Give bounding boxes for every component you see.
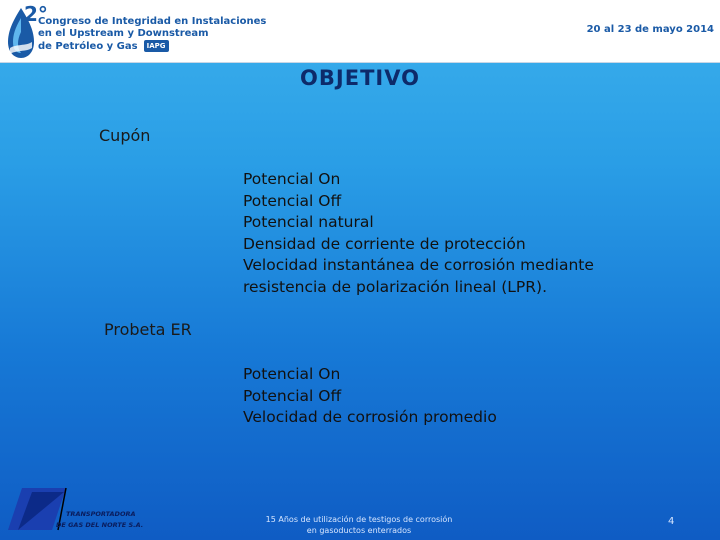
conference-title-line-3: [38, 40, 266, 53]
list-item: Velocidad de corrosión promedio: [243, 408, 497, 426]
conference-title-line-3-text: de Petróleo y Gas: [38, 41, 138, 52]
list-item: Potencial On: [243, 170, 341, 188]
slide-title-text: OBJETIVO: [300, 66, 420, 90]
organizer-tag: IAPG: [144, 40, 169, 52]
footer-caption-line-1: 15 Años de utilización de testigos de corrosión: [265, 515, 453, 524]
list-item: Potencial Off: [243, 386, 342, 405]
footer-caption: [236, 514, 482, 536]
footer-caption-line-2: en gasoductos enterrados: [306, 526, 412, 535]
list-item: Potencial natural: [243, 213, 374, 231]
list-item: Densidad de corriente de protección: [243, 234, 526, 253]
conference-title-line-2: en el Upstream y Downstream: [38, 28, 209, 39]
list-item: Potencial On: [243, 365, 341, 383]
company-name-line-2: DE GAS DEL NORTE S.A.: [56, 521, 144, 529]
list-item: Potencial Off: [243, 191, 342, 210]
conference-number: 2°: [24, 2, 48, 26]
slide-title: [0, 66, 720, 90]
conference-header: [0, 0, 720, 63]
conference-title: [38, 16, 266, 53]
section-label-probeta-er: Probeta ER: [104, 320, 192, 339]
cupon-list: [243, 169, 594, 298]
probeta-er-list: [243, 364, 497, 429]
list-item: resistencia de polarización lineal (LPR).: [243, 277, 547, 296]
section-label-cupon: Cupón: [99, 126, 151, 145]
company-logo: [8, 486, 148, 532]
conference-title-line-1: Congreso de Integridad en Instalaciones: [38, 16, 267, 27]
page-number: 4: [668, 516, 675, 527]
conference-date: 20 al 23 de mayo 2014: [586, 24, 714, 35]
list-item: Velocidad instantánea de corrosión mediante: [243, 256, 594, 274]
company-name-line-1: TRANSPORTADORA: [66, 510, 136, 518]
